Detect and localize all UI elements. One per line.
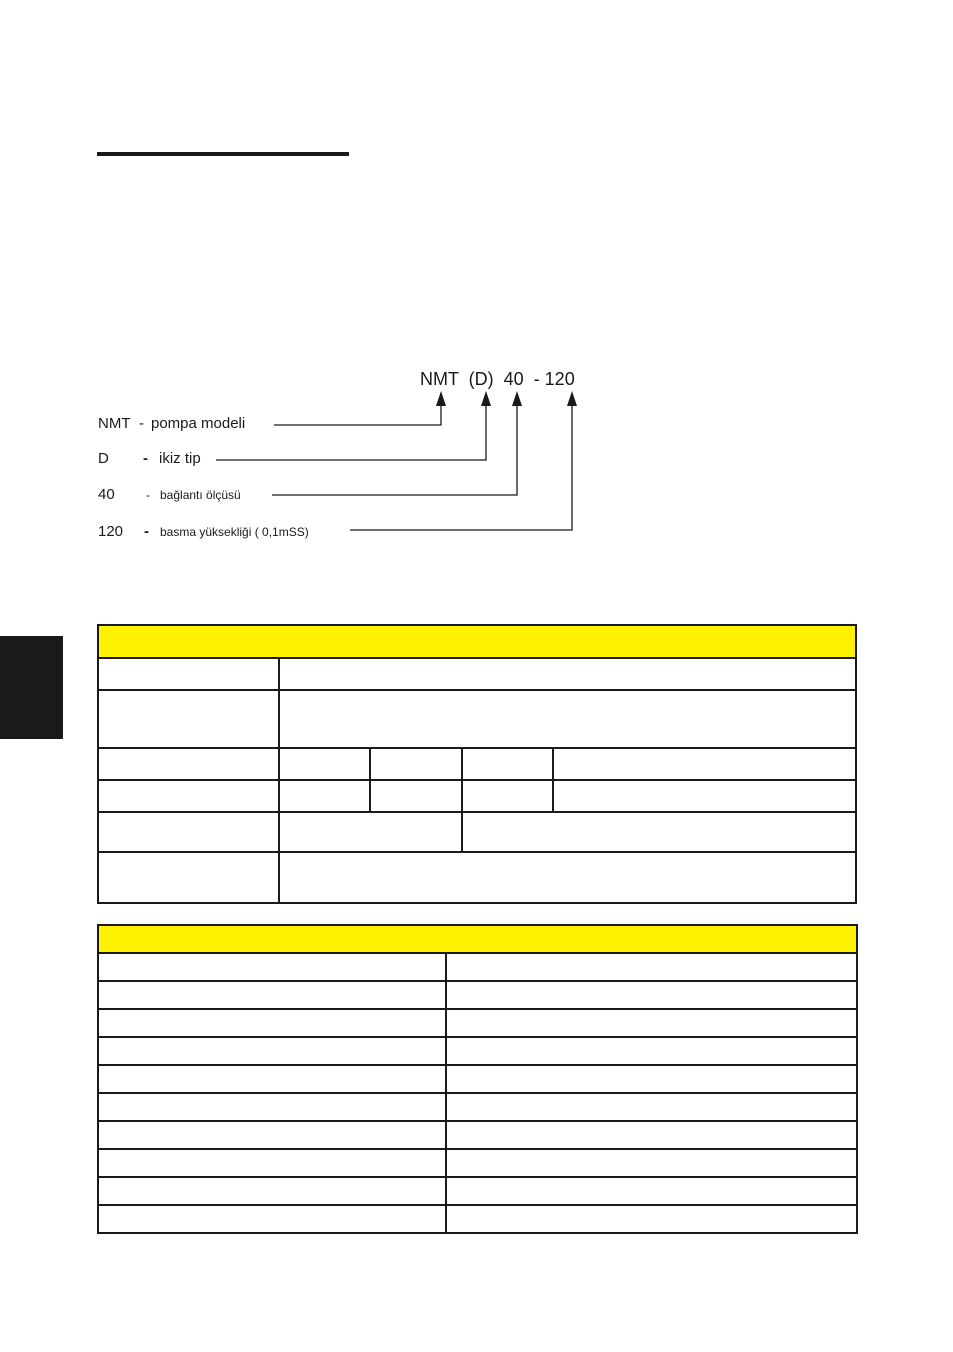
legend-text: bağlantı ölçüsü bbox=[160, 488, 241, 502]
table-cell bbox=[98, 748, 279, 780]
table-row bbox=[98, 1093, 857, 1121]
table-row bbox=[98, 1065, 857, 1093]
specifications-table bbox=[97, 624, 857, 904]
connector-120 bbox=[350, 403, 572, 530]
table-cell bbox=[98, 658, 279, 690]
table-row bbox=[98, 1121, 857, 1149]
legend-key: D bbox=[98, 450, 109, 467]
model-code-label: NMT (D) 40 - 120 bbox=[420, 369, 575, 389]
table-cell bbox=[279, 780, 370, 812]
table-cell bbox=[98, 1121, 446, 1149]
table-cell bbox=[370, 780, 462, 812]
legend-key: 40 bbox=[98, 486, 115, 503]
table-cell bbox=[98, 1177, 446, 1205]
table-row bbox=[98, 658, 856, 690]
legend-dash: - bbox=[146, 488, 150, 502]
spec-table-header bbox=[98, 625, 856, 658]
table-cell bbox=[98, 1037, 446, 1065]
table-cell bbox=[446, 981, 857, 1009]
table-cell bbox=[446, 1205, 857, 1233]
table-cell bbox=[462, 812, 856, 852]
legend-text: basma yüksekliği ( 0,1mSS) bbox=[160, 525, 309, 539]
legend-dash: - bbox=[139, 415, 144, 432]
table-cell bbox=[279, 690, 856, 748]
table-cell bbox=[98, 1149, 446, 1177]
table-row bbox=[98, 780, 856, 812]
model-code-diagram bbox=[0, 0, 953, 600]
table-cell bbox=[279, 748, 370, 780]
connector-nmt bbox=[274, 403, 441, 425]
legend-key: NMT bbox=[98, 415, 131, 432]
arrow-120 bbox=[567, 391, 577, 406]
table-cell bbox=[446, 1177, 857, 1205]
table-cell bbox=[370, 748, 462, 780]
connector-40 bbox=[272, 403, 517, 495]
table-row bbox=[98, 1009, 857, 1037]
table-cell bbox=[446, 953, 857, 981]
table-cell bbox=[98, 1093, 446, 1121]
legend-text: pompa modeli bbox=[151, 415, 246, 432]
arrow-d bbox=[481, 391, 491, 406]
model-code-connectors bbox=[0, 0, 953, 600]
table-cell bbox=[98, 690, 279, 748]
table-cell bbox=[279, 658, 856, 690]
table-cell bbox=[98, 852, 279, 903]
legend-dash: - bbox=[143, 450, 148, 467]
connector-d bbox=[216, 403, 486, 460]
legend-dash: - bbox=[144, 523, 149, 540]
legend-row-120 bbox=[98, 523, 309, 608]
table-cell bbox=[98, 780, 279, 812]
table-cell bbox=[98, 812, 279, 852]
table-row bbox=[98, 812, 856, 852]
table-cell bbox=[98, 1065, 446, 1093]
table-cell bbox=[446, 1121, 857, 1149]
table-row bbox=[98, 953, 857, 981]
legend-key: 120 bbox=[98, 523, 124, 540]
table-cell bbox=[446, 1149, 857, 1177]
table-row bbox=[98, 1205, 857, 1233]
table-cell bbox=[553, 780, 856, 812]
table-cell bbox=[98, 981, 446, 1009]
materials-table-header bbox=[98, 925, 857, 953]
table-cell bbox=[98, 953, 446, 981]
table-row bbox=[98, 981, 857, 1009]
arrow-nmt bbox=[436, 391, 446, 406]
table-cell bbox=[98, 1009, 446, 1037]
table-cell bbox=[98, 1205, 446, 1233]
table-cell bbox=[462, 780, 553, 812]
table-cell bbox=[446, 1065, 857, 1093]
table-row bbox=[98, 690, 856, 748]
table-cell bbox=[446, 1037, 857, 1065]
table-row bbox=[98, 1149, 857, 1177]
materials-table bbox=[97, 924, 858, 1234]
legend-text: ikiz tip bbox=[159, 450, 201, 467]
table-cell bbox=[446, 1093, 857, 1121]
table-cell bbox=[279, 852, 856, 903]
section-tab-marker bbox=[0, 636, 63, 739]
table-cell bbox=[279, 812, 462, 852]
table-row bbox=[98, 1177, 857, 1205]
table-cell bbox=[462, 748, 553, 780]
table-row bbox=[98, 748, 856, 780]
table-row bbox=[98, 852, 856, 903]
arrow-40 bbox=[512, 391, 522, 406]
table-row bbox=[98, 1037, 857, 1065]
table-cell bbox=[553, 748, 856, 780]
table-cell bbox=[446, 1009, 857, 1037]
